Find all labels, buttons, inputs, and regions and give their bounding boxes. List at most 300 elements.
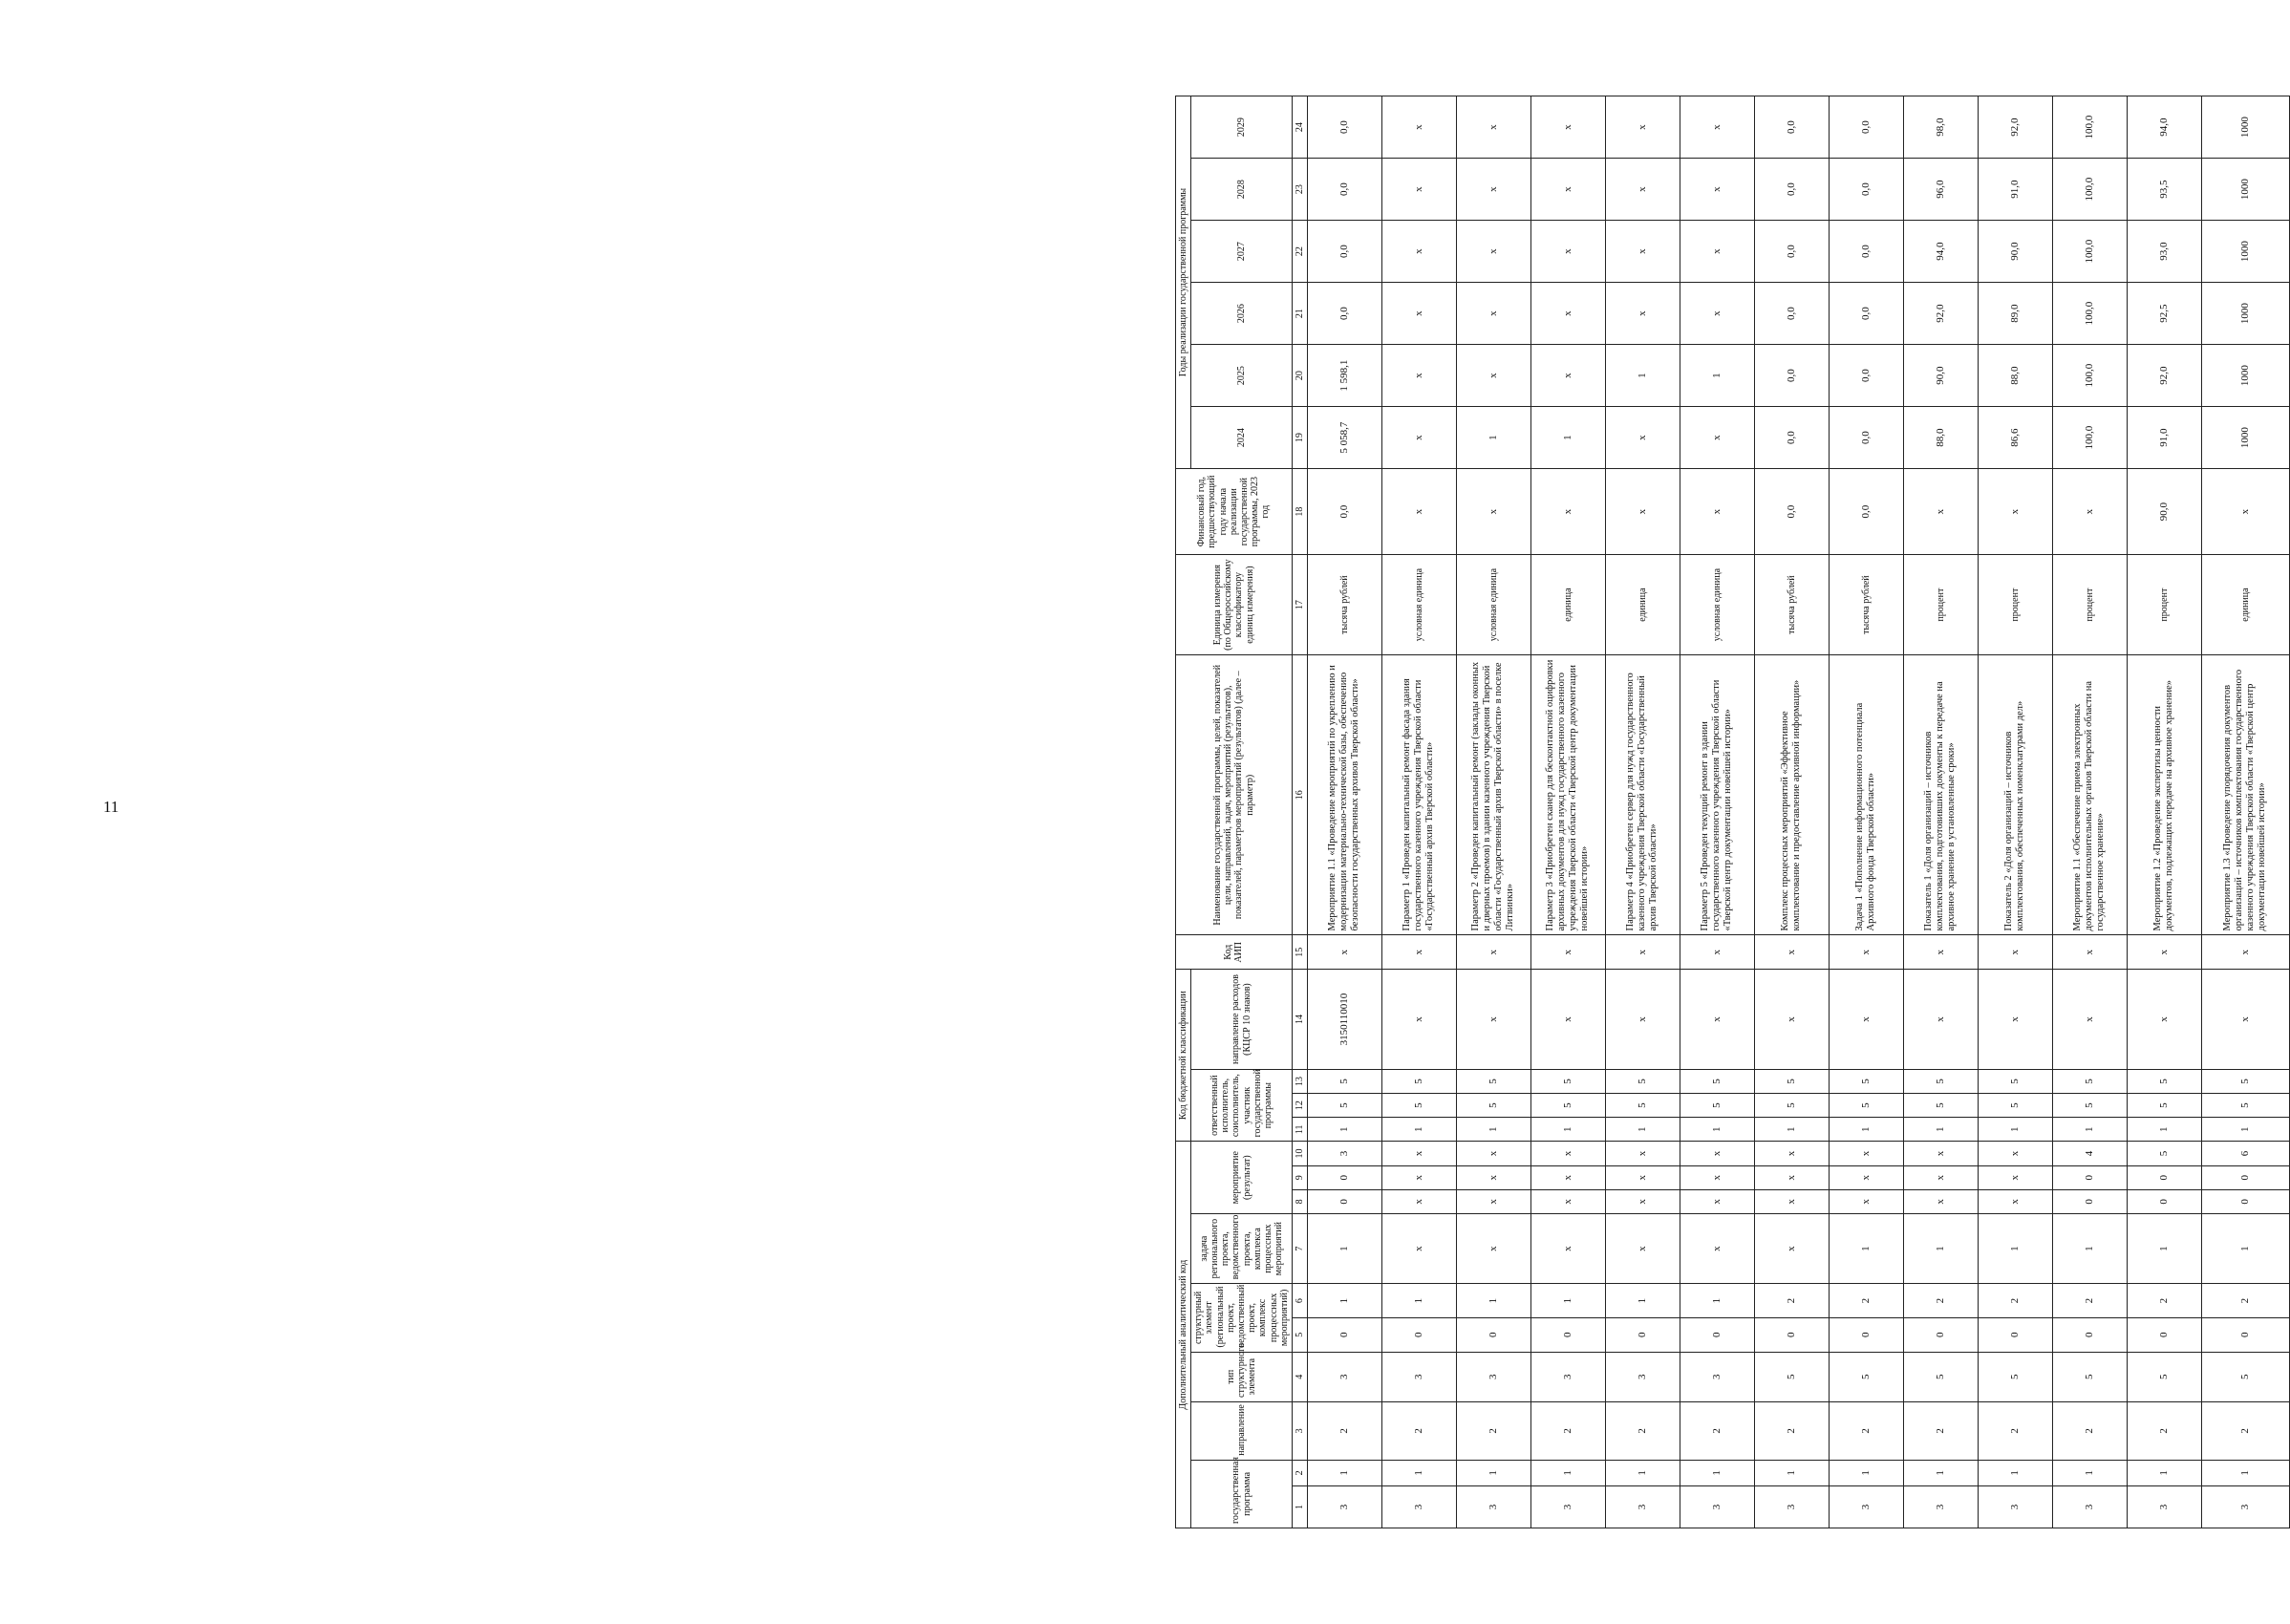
code-cell: 3 xyxy=(1978,1485,2052,1528)
header-gp: государственная программа xyxy=(1191,1460,1293,1528)
code-cell: 5 xyxy=(1605,1094,1680,1118)
code-cell: 0 xyxy=(2201,1189,2289,1213)
code-cell: 3 xyxy=(1307,1485,1381,1528)
code-cell: х xyxy=(1530,1213,1605,1283)
code-cell: х xyxy=(1530,1142,1605,1165)
code-cell: х xyxy=(1754,935,1829,970)
table-row xyxy=(1530,96,1605,1528)
header-year: 2026 xyxy=(1191,283,1293,345)
year-value: 92,0 xyxy=(2127,345,2201,407)
code-cell: х xyxy=(1381,935,1456,970)
year-value: 88,0 xyxy=(1978,345,2052,407)
code-cell: х xyxy=(1680,935,1754,970)
code-cell: х xyxy=(1680,970,1754,1070)
code-cell: 0 xyxy=(2201,1317,2289,1352)
code-cell: х xyxy=(1456,1165,1530,1189)
column-number: 12 xyxy=(1292,1094,1307,1118)
year-value: 98,0 xyxy=(1903,96,1978,159)
row-fin-year-value: х xyxy=(1978,469,2052,555)
year-value: 1000 xyxy=(2201,407,2289,469)
column-number: 23 xyxy=(1292,159,1307,221)
code-cell: 1 xyxy=(1456,1460,1530,1485)
year-value: 1 xyxy=(1530,407,1605,469)
code-cell: 3 xyxy=(1903,1485,1978,1528)
code-cell: 2 xyxy=(2052,1284,2127,1318)
code-cell: 5 xyxy=(1903,1069,1978,1093)
code-cell: 1 xyxy=(1381,1118,1456,1142)
code-cell: х xyxy=(2201,970,2289,1070)
code-cell: 5 xyxy=(2127,1094,2201,1118)
year-value: х xyxy=(1381,221,1456,283)
row-fin-year-value: х xyxy=(1605,469,1680,555)
code-cell: х xyxy=(1456,935,1530,970)
year-value: х xyxy=(1381,407,1456,469)
code-cell: 5 xyxy=(1381,1069,1456,1093)
column-number: 13 xyxy=(1292,1069,1307,1093)
row-unit: единица xyxy=(2201,555,2289,655)
year-value: 100,0 xyxy=(2052,221,2127,283)
year-value: 100,0 xyxy=(2052,159,2127,221)
row-name: Задача 1 «Пополнение информационного потенциала Архивного фонда Тверской области» xyxy=(1829,655,1903,935)
row-fin-year-value: х xyxy=(1456,469,1530,555)
code-cell: х xyxy=(1829,935,1903,970)
code-cell: 0 xyxy=(1307,1317,1381,1352)
year-value: х xyxy=(1381,283,1456,345)
code-cell: 0 xyxy=(1605,1317,1680,1352)
code-cell: 2 xyxy=(1978,1284,2052,1318)
row-name: Мероприятие 1.1 «Обеспечение приема электронных документов исполнительных органов Тверской области на государственное хранение» xyxy=(2052,655,2127,935)
column-number: 6 xyxy=(1292,1284,1307,1318)
code-cell: 5 xyxy=(2127,1352,2201,1401)
code-cell: 1 xyxy=(1903,1118,1978,1142)
code-cell: 1 xyxy=(1530,1284,1605,1318)
row-name: Мероприятие 1.1 «Проведение мероприятий по укреплению и модернизации материально-технической базы, обеспечению безопасности государственных архивов Тверской области» xyxy=(1307,655,1381,935)
code-cell: х xyxy=(1605,1165,1680,1189)
code-cell: х xyxy=(1903,1189,1978,1213)
row-unit: условная единица xyxy=(1381,555,1456,655)
code-cell: 1 xyxy=(1381,1460,1456,1485)
code-cell: х xyxy=(1829,1165,1903,1189)
year-value: х xyxy=(1680,407,1754,469)
code-cell: х xyxy=(1978,935,2052,970)
code-cell: 5 xyxy=(1978,1069,2052,1093)
year-value: х xyxy=(1680,96,1754,159)
column-number: 20 xyxy=(1292,345,1307,407)
code-cell: 1 xyxy=(1754,1118,1829,1142)
code-cell: х xyxy=(1978,1142,2052,1165)
code-cell: 5 xyxy=(1456,1094,1530,1118)
code-cell: 5 xyxy=(1903,1352,1978,1401)
code-cell: х xyxy=(1605,1189,1680,1213)
header-budget-code: Код бюджетной классификации xyxy=(1176,970,1191,1142)
code-cell: 5 xyxy=(2201,1352,2289,1401)
year-value: 0,0 xyxy=(1754,221,1829,283)
code-cell: 3 xyxy=(2201,1485,2289,1528)
year-value: 0,0 xyxy=(1829,96,1903,159)
code-cell: 5 xyxy=(1978,1352,2052,1401)
code-cell: х xyxy=(1978,1189,2052,1213)
year-value: х xyxy=(1456,159,1530,221)
row-unit: условная единица xyxy=(1680,555,1754,655)
code-cell: 3 xyxy=(1680,1352,1754,1401)
year-value: х xyxy=(1456,221,1530,283)
code-cell: 3 xyxy=(1754,1485,1829,1528)
code-cell: х xyxy=(1903,935,1978,970)
code-cell: 1 xyxy=(1680,1118,1754,1142)
code-cell: 1 xyxy=(1605,1118,1680,1142)
code-cell: 1 xyxy=(1829,1213,1903,1283)
year-value: 1000 xyxy=(2201,345,2289,407)
row-fin-year-value: 0,0 xyxy=(1307,469,1381,555)
column-number: 19 xyxy=(1292,407,1307,469)
code-cell: х xyxy=(1456,1189,1530,1213)
code-cell: 5 xyxy=(1680,1069,1754,1093)
row-fin-year-value: х xyxy=(1903,469,1978,555)
code-cell: 3 xyxy=(1605,1352,1680,1401)
code-cell: 5 xyxy=(2201,1069,2289,1093)
code-cell: х xyxy=(1456,970,1530,1070)
code-cell: 5 xyxy=(2052,1094,2127,1118)
column-number: 5 xyxy=(1292,1317,1307,1352)
column-number: 2 xyxy=(1292,1460,1307,1485)
code-cell: х xyxy=(1754,1165,1829,1189)
code-cell: 3 xyxy=(1605,1485,1680,1528)
code-cell: х xyxy=(1381,1165,1456,1189)
code-cell: х xyxy=(1829,970,1903,1070)
code-cell: 1 xyxy=(1829,1460,1903,1485)
code-cell: 0 xyxy=(2127,1317,2201,1352)
code-cell: х xyxy=(1978,1165,2052,1189)
table-row xyxy=(1978,96,2052,1528)
code-cell: 3 xyxy=(1530,1352,1605,1401)
code-cell: 5 xyxy=(1381,1094,1456,1118)
row-name: Параметр 2 «Проведен капитальный ремонт (заклады оконных и дверных проемов) в здании казенного учреждения Тверской области «Государственный архив Тверской области» в поселке Литвинки» xyxy=(1456,655,1530,935)
code-cell: 3 xyxy=(1680,1485,1754,1528)
year-value: 93,5 xyxy=(2127,159,2201,221)
column-number: 21 xyxy=(1292,283,1307,345)
row-unit: тысяча рублей xyxy=(1307,555,1381,655)
page-number: 11 xyxy=(103,798,119,816)
code-cell: 0 xyxy=(2201,1165,2289,1189)
code-cell: 5 xyxy=(2052,1352,2127,1401)
year-value: 96,0 xyxy=(1903,159,1978,221)
code-cell: 1 xyxy=(1307,1118,1381,1142)
code-cell: 1 xyxy=(1829,1118,1903,1142)
code-cell: 1 xyxy=(1903,1460,1978,1485)
column-number: 1 xyxy=(1292,1485,1307,1528)
header-unit: Единица измерения (по Общероссийскому классификатору единиц измерения) xyxy=(1176,555,1293,655)
year-value: х xyxy=(1530,221,1605,283)
code-cell: х xyxy=(1381,1213,1456,1283)
code-cell: х xyxy=(1605,1213,1680,1283)
table-row xyxy=(1307,96,1381,1528)
code-cell: 2 xyxy=(1530,1401,1605,1460)
year-value: х xyxy=(1680,159,1754,221)
column-number: 15 xyxy=(1292,935,1307,970)
year-value: х xyxy=(1605,96,1680,159)
code-cell: 1 xyxy=(1680,1284,1754,1318)
code-cell: 5 xyxy=(2052,1069,2127,1093)
code-cell: 5 xyxy=(1307,1069,1381,1093)
year-value: х xyxy=(1530,159,1605,221)
code-cell: 1 xyxy=(1456,1118,1530,1142)
year-value: 0,0 xyxy=(1307,283,1381,345)
code-cell: 2 xyxy=(2127,1284,2201,1318)
code-cell: х xyxy=(1754,1142,1829,1165)
code-cell: 2 xyxy=(1754,1401,1829,1460)
rotated-table-container xyxy=(1175,96,2290,1528)
column-number: 22 xyxy=(1292,221,1307,283)
year-value: х xyxy=(1381,159,1456,221)
code-cell: 0 xyxy=(2127,1189,2201,1213)
year-value: 5 058,7 xyxy=(1307,407,1381,469)
code-cell: 1 xyxy=(1307,1460,1381,1485)
code-cell: 3 xyxy=(1381,1485,1456,1528)
code-cell: 1 xyxy=(1978,1213,2052,1283)
code-cell: 5 xyxy=(1829,1352,1903,1401)
year-value: 1000 xyxy=(2201,283,2289,345)
code-cell: 1 xyxy=(2127,1460,2201,1485)
code-cell: х xyxy=(1381,1189,1456,1213)
row-name: Параметр 3 «Приобретен сканер для бесконтактной оцифровки архивных документов для нужд государственного казенного учреждения Тверской области «Тверской центр документации новейшей истории» xyxy=(1530,655,1605,935)
table-row xyxy=(2201,96,2289,1528)
year-value: 1000 xyxy=(2201,159,2289,221)
table-row xyxy=(1605,96,1680,1528)
column-number: 10 xyxy=(1292,1142,1307,1165)
code-cell: 3 xyxy=(1829,1485,1903,1528)
table-row xyxy=(1903,96,1978,1528)
year-value: 0,0 xyxy=(1307,221,1381,283)
year-value: 86,6 xyxy=(1978,407,2052,469)
code-cell: 1 xyxy=(1903,1213,1978,1283)
code-cell: 5 xyxy=(1829,1069,1903,1093)
row-unit: процент xyxy=(1978,555,2052,655)
code-cell: 2 xyxy=(1307,1401,1381,1460)
code-cell: 0 xyxy=(1829,1317,1903,1352)
row-name: Параметр 4 «Приобретен сервер для нужд государственного казенного учреждения Тверской области «Государственный архив Тверской области» xyxy=(1605,655,1680,935)
header-task: задача регионального проекта, ведомственного проекта, комплекса процессных мероприятий xyxy=(1191,1213,1293,1283)
code-cell: х xyxy=(1456,1142,1530,1165)
year-value: х xyxy=(1456,345,1530,407)
header-measure: мероприятие (результат) xyxy=(1191,1142,1293,1214)
code-cell: 2 xyxy=(2201,1284,2289,1318)
year-value: 90,0 xyxy=(1978,221,2052,283)
code-cell: 3 xyxy=(1456,1485,1530,1528)
row-fin-year-value: 0,0 xyxy=(1754,469,1829,555)
row-name: Параметр 1 «Проведен капитальный ремонт фасада здания государственного казенного учреждения Тверской области «Государственный архив Тверской области» xyxy=(1381,655,1456,935)
code-cell: 0 xyxy=(1530,1317,1605,1352)
header-expense: направление расходов (КЦСР 10 знаков) xyxy=(1191,970,1293,1070)
row-unit: тысяча рублей xyxy=(1829,555,1903,655)
code-cell: х xyxy=(1680,1165,1754,1189)
code-cell: 5 xyxy=(1754,1069,1829,1093)
row-fin-year-value: х xyxy=(1680,469,1754,555)
year-value: 0,0 xyxy=(1829,221,1903,283)
year-value: 0,0 xyxy=(1754,96,1829,159)
header-admin: ответственный исполнитель, соисполнитель, участник государственной программы xyxy=(1191,1069,1293,1141)
code-cell: 5 xyxy=(2127,1069,2201,1093)
code-cell: 3 xyxy=(2127,1485,2201,1528)
header-aip: Код АИП xyxy=(1176,935,1293,970)
code-cell: 5 xyxy=(1903,1094,1978,1118)
code-cell: х xyxy=(1829,1142,1903,1165)
code-cell: 2 xyxy=(1754,1284,1829,1318)
row-fin-year-value: 0,0 xyxy=(1829,469,1903,555)
code-cell: х xyxy=(2201,935,2289,970)
row-unit: условная единица xyxy=(1456,555,1530,655)
year-value: 91,0 xyxy=(1978,159,2052,221)
code-cell: 2 xyxy=(1829,1284,1903,1318)
table-row xyxy=(2127,96,2201,1528)
year-value: х xyxy=(1605,283,1680,345)
row-unit: единица xyxy=(1605,555,1680,655)
column-number: 4 xyxy=(1292,1352,1307,1401)
row-name: Параметр 5 «Проведен текущий ремонт в здании государственного казенного учреждения Тверской области «Тверской центр документации новейшей истории» xyxy=(1680,655,1754,935)
header-year: 2027 xyxy=(1191,221,1293,283)
code-cell: 3150110010 xyxy=(1307,970,1381,1070)
program-table xyxy=(1175,96,2290,1528)
code-cell: х xyxy=(1978,970,2052,1070)
year-value: 0,0 xyxy=(1754,407,1829,469)
code-cell: х xyxy=(1530,1165,1605,1189)
code-cell: 2 xyxy=(1456,1401,1530,1460)
header-year: 2029 xyxy=(1191,96,1293,159)
column-number: 14 xyxy=(1292,970,1307,1070)
year-value: 89,0 xyxy=(1978,283,2052,345)
header-fin-year: Финансовый год, предшествующий году начала реализации государственной программы, 2023 год xyxy=(1176,469,1293,555)
year-value: х xyxy=(1605,159,1680,221)
code-cell: х xyxy=(1829,1189,1903,1213)
year-value: х xyxy=(1605,221,1680,283)
header-year: 2025 xyxy=(1191,345,1293,407)
code-cell: 1 xyxy=(2201,1213,2289,1283)
column-number: 11 xyxy=(1292,1118,1307,1142)
code-cell: х xyxy=(1680,1213,1754,1283)
code-cell: 1 xyxy=(2052,1460,2127,1485)
row-unit: процент xyxy=(2052,555,2127,655)
code-cell: 0 xyxy=(1307,1189,1381,1213)
year-value: х xyxy=(1381,96,1456,159)
code-cell: х xyxy=(1530,935,1605,970)
code-cell: х xyxy=(1456,1213,1530,1283)
code-cell: 5 xyxy=(2127,1142,2201,1165)
row-fin-year-value: х xyxy=(1530,469,1605,555)
year-value: х xyxy=(1680,283,1754,345)
code-cell: х xyxy=(1530,970,1605,1070)
table-row xyxy=(1829,96,1903,1528)
year-value: х xyxy=(1680,221,1754,283)
code-cell: х xyxy=(1680,1142,1754,1165)
code-cell: 1 xyxy=(2052,1118,2127,1142)
year-value: 0,0 xyxy=(1754,159,1829,221)
year-value: 0,0 xyxy=(1829,159,1903,221)
code-cell: 1 xyxy=(1530,1118,1605,1142)
code-cell: х xyxy=(2127,935,2201,970)
year-value: 93,0 xyxy=(2127,221,2201,283)
row-name: Комплекс процессных мероприятий «Эффективное комплектование и предоставление архивной информации» xyxy=(1754,655,1829,935)
code-cell: 0 xyxy=(1978,1317,2052,1352)
column-number: 9 xyxy=(1292,1165,1307,1189)
year-value: 0,0 xyxy=(1754,283,1829,345)
code-cell: х xyxy=(1530,1189,1605,1213)
year-value: 88,0 xyxy=(1903,407,1978,469)
code-cell: 4 xyxy=(2052,1142,2127,1165)
code-cell: х xyxy=(1903,1142,1978,1165)
code-cell: 1 xyxy=(1754,1460,1829,1485)
column-number: 24 xyxy=(1292,96,1307,159)
row-name: Мероприятие 1.2 «Проведение экспертизы ценности документов, подлежащих передаче на архивное хранение» xyxy=(2127,655,2201,935)
year-value: 92,0 xyxy=(1903,283,1978,345)
year-value: 100,0 xyxy=(2052,96,2127,159)
year-value: 0,0 xyxy=(1829,407,1903,469)
code-cell: 0 xyxy=(1903,1317,1978,1352)
code-cell: 5 xyxy=(1680,1094,1754,1118)
year-value: 0,0 xyxy=(1829,283,1903,345)
code-cell: 2 xyxy=(2052,1401,2127,1460)
year-value: 1 598,1 xyxy=(1307,345,1381,407)
table-row xyxy=(1456,96,1530,1528)
code-cell: х xyxy=(1381,970,1456,1070)
header-year: 2028 xyxy=(1191,159,1293,221)
code-cell: 5 xyxy=(1307,1094,1381,1118)
code-cell: 5 xyxy=(2201,1094,2289,1118)
column-number: 16 xyxy=(1292,655,1307,935)
table-row xyxy=(1754,96,1829,1528)
code-cell: 5 xyxy=(1978,1094,2052,1118)
code-cell: 0 xyxy=(2127,1165,2201,1189)
code-cell: 2 xyxy=(1605,1401,1680,1460)
year-value: 1 xyxy=(1456,407,1530,469)
year-value: 1 xyxy=(1605,345,1680,407)
year-value: х xyxy=(1456,283,1530,345)
year-value: 100,0 xyxy=(2052,407,2127,469)
column-number: 3 xyxy=(1292,1401,1307,1460)
row-fin-year-value: х xyxy=(1381,469,1456,555)
year-value: 94,0 xyxy=(2127,96,2201,159)
year-value: 91,0 xyxy=(2127,407,2201,469)
row-unit: единица xyxy=(1530,555,1605,655)
header-years-group: Годы реализации государственной программы xyxy=(1176,96,1191,469)
year-value: 1000 xyxy=(2201,221,2289,283)
code-cell: х xyxy=(1754,970,1829,1070)
code-cell: х xyxy=(1754,1213,1829,1283)
code-cell: 2 xyxy=(1903,1401,1978,1460)
year-value: х xyxy=(1530,96,1605,159)
code-cell: 5 xyxy=(1754,1352,1829,1401)
code-cell: х xyxy=(2052,935,2127,970)
code-cell: 1 xyxy=(1456,1284,1530,1318)
year-value: 92,0 xyxy=(1978,96,2052,159)
column-number: 7 xyxy=(1292,1213,1307,1283)
header-name: Наименование государственной программы, целей, показателей цели, направлений, задач, мероприятий (результатов), показателей, параметров мероприятий (результатов) (далее – параметр) xyxy=(1176,655,1293,935)
table-row xyxy=(1680,96,1754,1528)
row-unit: процент xyxy=(2127,555,2201,655)
year-value: 0,0 xyxy=(1307,159,1381,221)
header-direction: направление xyxy=(1191,1401,1293,1460)
header-dop-code: Дополнительный аналитический код xyxy=(1176,1142,1191,1528)
code-cell: х xyxy=(1605,1142,1680,1165)
code-cell: х xyxy=(1307,935,1381,970)
year-value: х xyxy=(1381,345,1456,407)
code-cell: 2 xyxy=(2127,1401,2201,1460)
year-value: 100,0 xyxy=(2052,283,2127,345)
code-cell: 5 xyxy=(1829,1094,1903,1118)
year-value: х xyxy=(1530,345,1605,407)
code-cell: 2 xyxy=(1680,1401,1754,1460)
code-cell: 1 xyxy=(2201,1460,2289,1485)
code-cell: 1 xyxy=(1680,1460,1754,1485)
code-cell: 1 xyxy=(1307,1284,1381,1318)
